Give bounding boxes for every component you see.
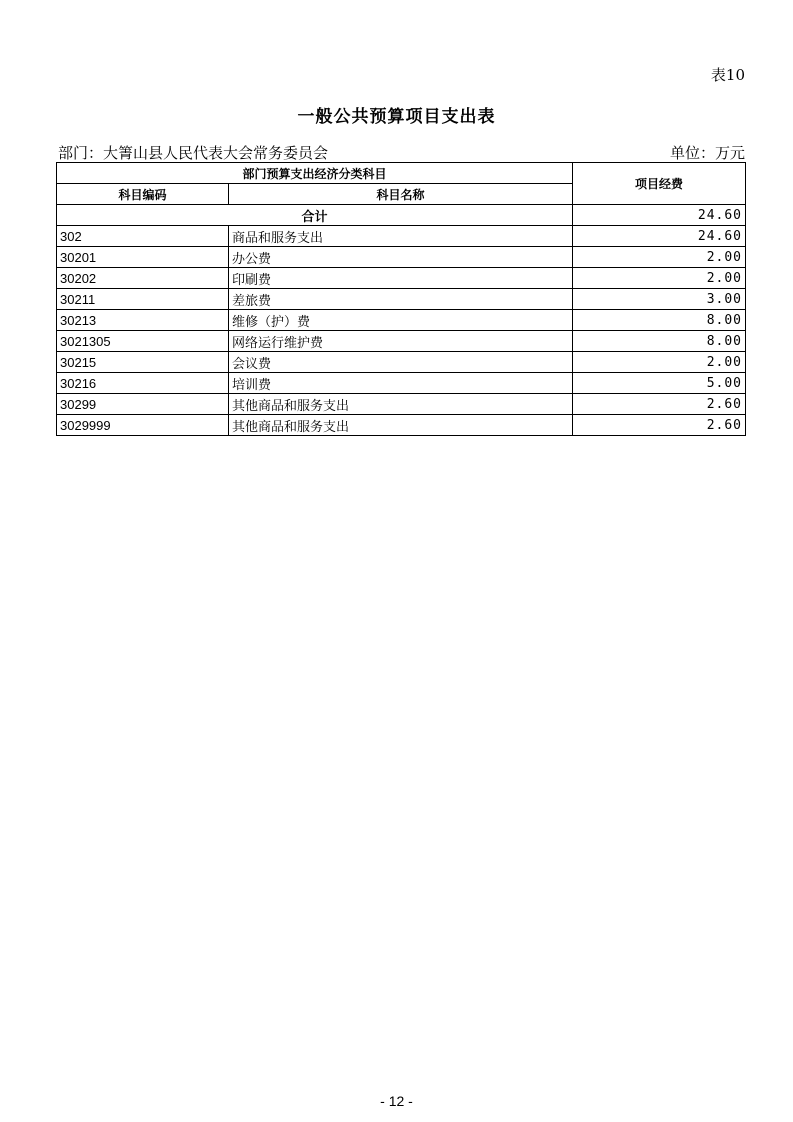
header-group: 部门预算支出经济分类科目 [57, 163, 573, 184]
row-code: 30202 [57, 268, 229, 289]
budget-table [56, 162, 746, 436]
table-row [57, 373, 746, 394]
row-amount: 3.00 [573, 289, 746, 310]
table-number: 表10 [710, 66, 745, 84]
row-amount: 2.60 [573, 415, 746, 436]
unit-label: 单位：万元 [669, 144, 745, 162]
row-name: 其他商品和服务支出 [229, 394, 573, 415]
table-row [57, 394, 746, 415]
row-name: 会议费 [229, 352, 573, 373]
row-amount: 2.60 [573, 394, 746, 415]
row-amount: 2.00 [573, 352, 746, 373]
meta-row [58, 142, 745, 163]
table-row [57, 331, 746, 352]
row-name: 网络运行维护费 [229, 331, 573, 352]
table-row [57, 310, 746, 331]
table-row [57, 268, 746, 289]
table-row [57, 226, 746, 247]
row-code: 30211 [57, 289, 229, 310]
row-amount: 2.00 [573, 268, 746, 289]
row-code: 30201 [57, 247, 229, 268]
total-amount: 24.60 [573, 205, 746, 226]
row-name: 商品和服务支出 [229, 226, 573, 247]
page-number: - 12 - [380, 1093, 413, 1109]
row-name: 其他商品和服务支出 [229, 415, 573, 436]
row-code: 3029999 [57, 415, 229, 436]
header-row-group [57, 163, 746, 184]
row-amount: 24.60 [573, 226, 746, 247]
total-row [57, 205, 746, 226]
row-name: 培训费 [229, 373, 573, 394]
row-code: 30216 [57, 373, 229, 394]
table-row [57, 289, 746, 310]
row-code: 3021305 [57, 331, 229, 352]
row-name: 办公费 [229, 247, 573, 268]
table-row [57, 352, 746, 373]
row-name: 维修（护）费 [229, 310, 573, 331]
table-row [57, 247, 746, 268]
row-name: 差旅费 [229, 289, 573, 310]
row-name: 印刷费 [229, 268, 573, 289]
row-code: 30213 [57, 310, 229, 331]
page-title: 一般公共预算项目支出表 [297, 107, 496, 127]
header-code: 科目编码 [57, 184, 229, 205]
header-amount: 项目经费 [573, 163, 746, 205]
row-amount: 5.00 [573, 373, 746, 394]
row-code: 30299 [57, 394, 229, 415]
row-amount: 8.00 [573, 331, 746, 352]
row-code: 302 [57, 226, 229, 247]
department-label: 部门：大箐山县人民代表大会常务委员会 [58, 144, 329, 162]
row-amount: 8.00 [573, 310, 746, 331]
total-label: 合计 [57, 205, 573, 226]
row-amount: 2.00 [573, 247, 746, 268]
table-row [57, 415, 746, 436]
header-name: 科目名称 [229, 184, 573, 205]
row-code: 30215 [57, 352, 229, 373]
